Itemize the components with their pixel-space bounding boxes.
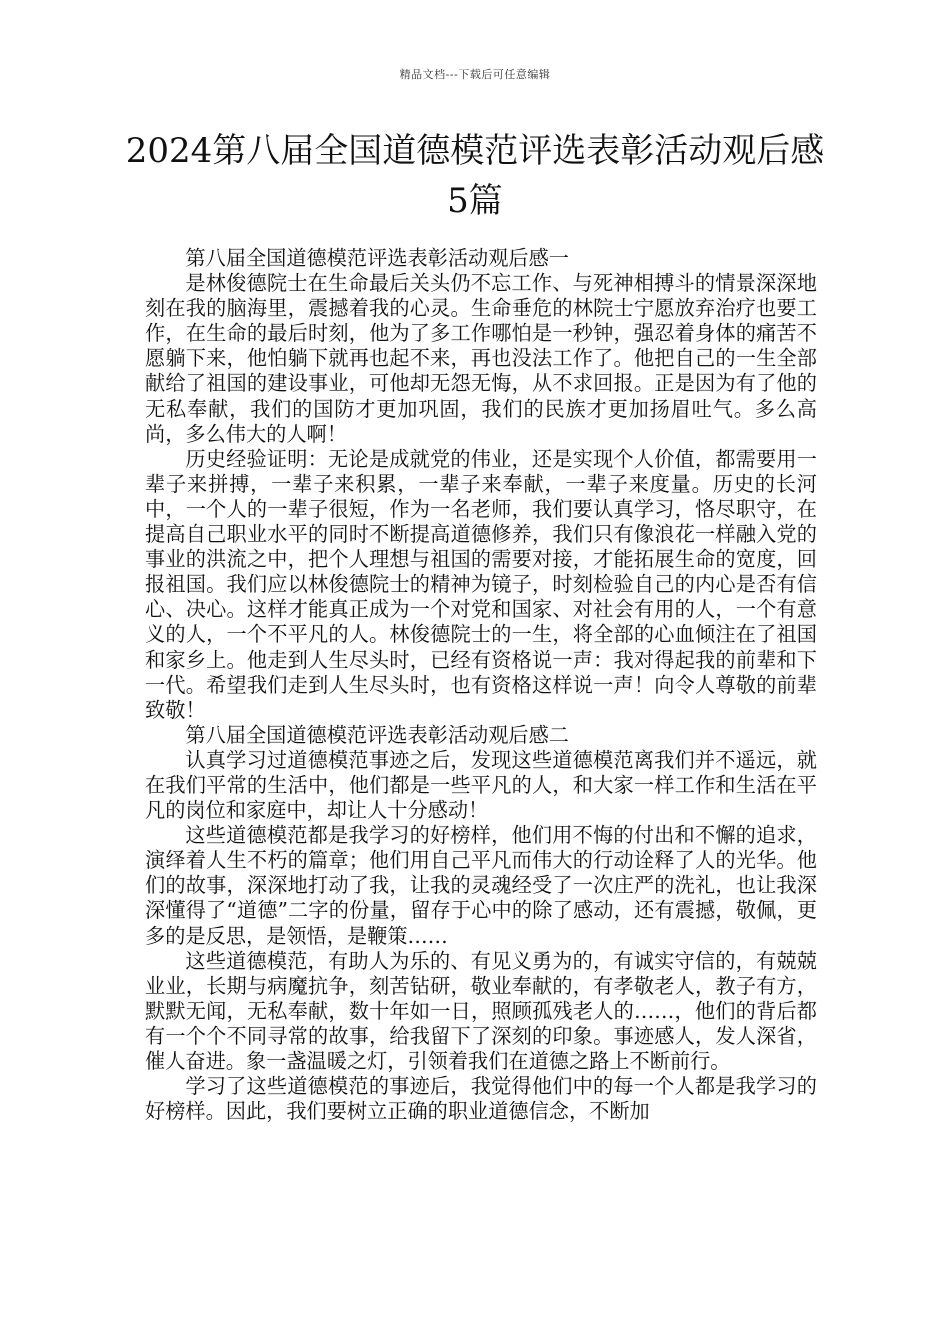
section-heading-1: 第八届全国道德模范评选表彰活动观后感一: [185, 246, 569, 270]
paragraph: 这些道德模范，有助人为乐的、有见义勇为的，有诚实守信的，有兢兢业业，长期与病魔抗争，刻苦钻研，敬业奉献的，有孝敬老人，教子有方，默默无闻，无私奉献，数十年如一日，照顾孤残老人的……，他们的背后都有一个个不同寻常的故事，给我留下了深刻的印象。事迹感人，发人深省，催人奋进。象一盏温暖之灯，引领着我们在道德之路上不断前行。: [145, 948, 817, 1073]
paragraph: 认真学习过道德模范事迹之后，发现这些道德模范离我们并不遥远，就在我们平常的生活中，他们都是一些平凡的人，和大家一样工作和生活在平凡的岗位和家庭中，却让人十分感动！: [145, 747, 817, 823]
paragraph: 学习了这些道德模范的事迹后，我觉得他们中的每一个人都是我学习的好榜样。因此，我们要树立正确的职业道德信念，不断加: [145, 1074, 817, 1124]
section-heading-2: 第八届全国道德模范评选表彰活动观后感二: [185, 722, 569, 747]
paragraph: 这些道德模范都是我学习的好榜样，他们用不悔的付出和不懈的追求，演绎着人生不朽的篇章；他们用自己平凡而伟大的行动诠释了人的光华。他们的故事，深深地打动了我，让我的灵魂经受了一次庄严的洗礼，也让我深深懂得了“道德”二字的份量，留存于心中的除了感动，还有震撼，敬佩，更多的是反思，是领悟，是鞭策……: [145, 823, 817, 948]
paragraph: 历史经验证明：无论是成就党的伟业，还是实现个人价值，都需要用一辈子来拼搏，一辈子来积累，一辈子来奉献，一辈子来度量。历史的长河中，一个人的一辈子很短，作为一名老师，我们要认真学习，恪尽职守，在提高自己职业水平的同时不断提高道德修养，我们只有像浪花一样融入党的事业的洪流之中，把个人理想与祖国的需要对接，才能拓展生命的宽度，回报祖国。我们应以林俊德院士的精神为镜子，时刻检验自己的内心是否有信心、决心。这样才能真正成为一个对党和国家、对社会有用的人，一个有意义的人，一个不平凡的人。林俊德院士的一生，将全部的心血倾注在了祖国和家乡上。他走到人生尽头时，已经有资格说一声：我对得起我的前辈和下一代。希望我们走到人生尽头时，也有资格这样说一声！向令人尊敬的前辈致敬！: [145, 446, 817, 722]
header-note: 精品文档---下载后可任意编辑: [399, 68, 551, 81]
paragraph: 是林俊德院士在生命最后关头仍不忘工作、与死神相搏斗的情景深深地刻在我的脑海里，震撼着我的心灵。生命垂危的林院士宁愿放弃治疗也要工作，在生命的最后时刻，他为了多工作哪怕是一秒钟，强忍着身体的痛苦不愿躺下来，他怕躺下就再也起不来，再也没法工作了。他把自己的一生全部献给了祖国的建设事业，可他却无怨无悔，从不求回报。正是因为有了他的无私奉献，我们的国防才更加巩固，我们的民族才更加扬眉吐气。多么高尚，多么伟大的人啊！: [145, 271, 817, 446]
document-body: [145, 246, 817, 1124]
document-title: 2024第八届全国道德模范评选表彰活动观后感5篇: [125, 131, 825, 221]
